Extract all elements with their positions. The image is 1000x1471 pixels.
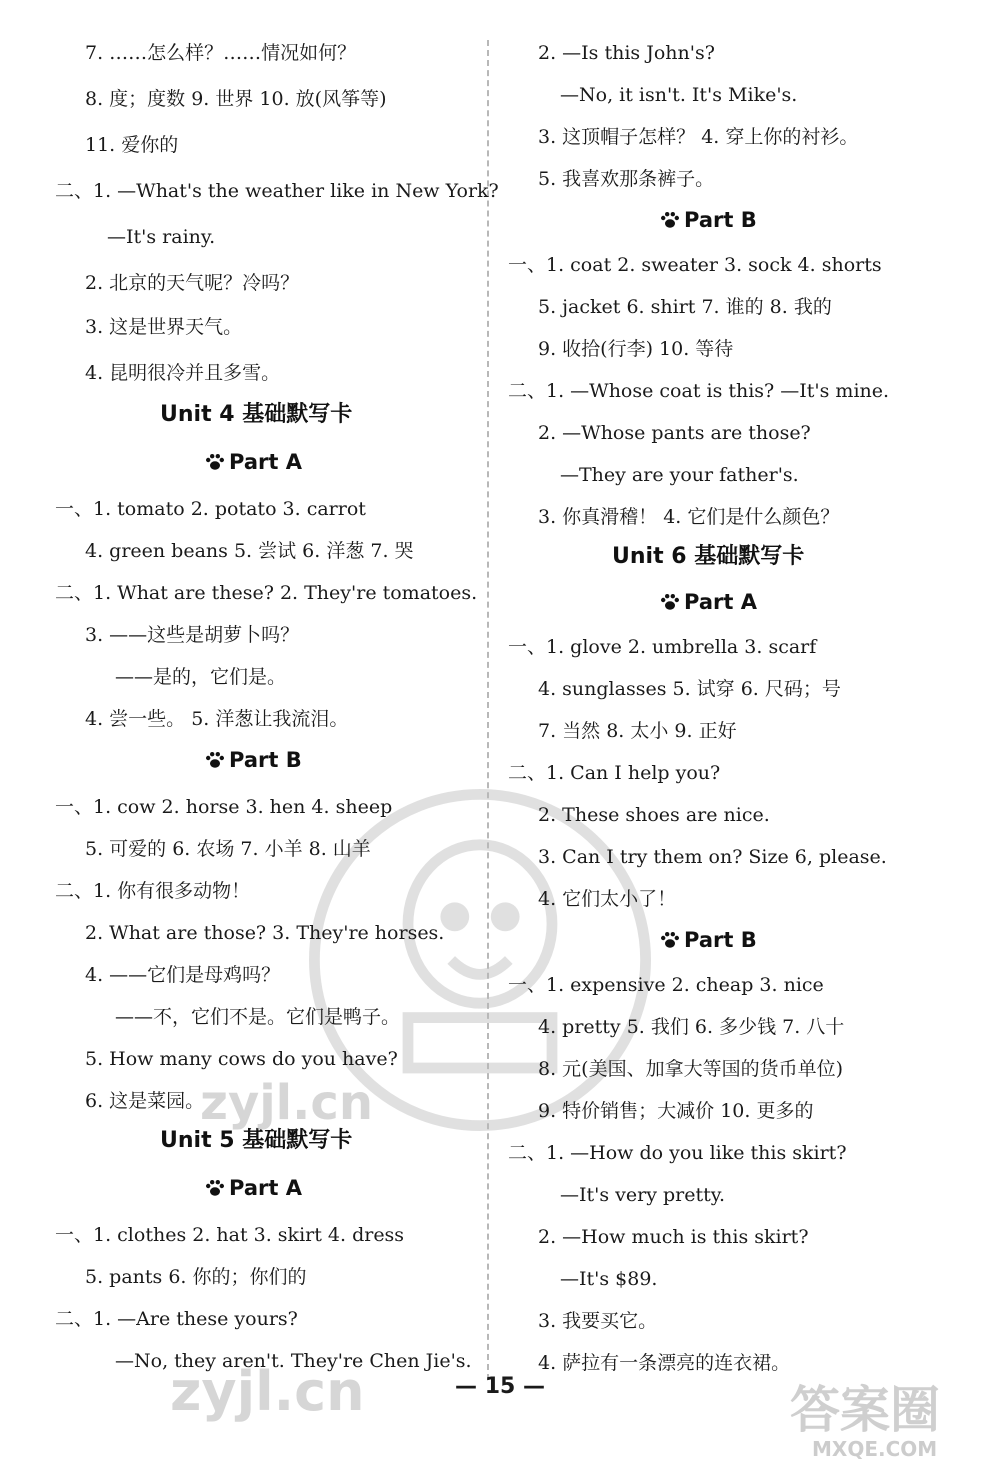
answer-line: 8. 度；度数 9. 世界 10. 放(风筝等) [85,88,387,110]
badge-watermark: 答案圈 [790,1381,940,1439]
answer-line: 2. What are those? 3. They're horses. [85,922,445,944]
answer-line: 2. These shoes are nice. [538,804,770,826]
answer-line: —No, it isn't. It's Mike's. [560,84,798,106]
part-label: Part B [684,928,757,952]
paw-icon [205,751,225,769]
answer-line: 一、1. cow 2. horse 3. hen 4. sheep [55,796,393,818]
answer-line: 二、1. —Whose coat is this? —It's mine. [508,380,890,402]
answer-line: 一、1. coat 2. sweater 3. sock 4. shorts [508,254,882,276]
part-label: Part A [229,1176,302,1200]
part-label: Part B [229,748,302,772]
answer-line: 二、1. —How do you like this skirt? [508,1142,847,1164]
part-label: Part A [229,450,302,474]
unit5-part-b-title [660,206,757,234]
answer-line: 二、1. —What's the weather like in New York? [55,180,499,202]
answer-line: 二、1. What are these? 2. They're tomatoes. [55,582,478,604]
paw-icon [205,1179,225,1197]
answer-line: 4. 尝一些。 5. 洋葱让我流泪。 [85,708,349,730]
answer-line: ——是的，它们是。 [115,666,287,688]
answer-line: 3. 这顶帽子怎样？ 4. 穿上你的衬衫。 [538,126,859,148]
unit5-title: Unit 5 基础默写卡 [160,1128,353,1153]
answer-line: 一、1. glove 2. umbrella 3. scarf [508,636,817,658]
answer-line: 4. sunglasses 5. 试穿 6. 尺码；号 [538,678,841,700]
paw-icon [205,453,225,471]
answer-line: 4. green beans 5. 尝试 6. 洋葱 7. 哭 [85,540,414,562]
unit5-part-a-title [205,1174,302,1202]
answer-line: 二、1. Can I help you? [508,762,721,784]
answer-line: 5. 我喜欢那条裤子。 [538,168,715,190]
page-number: — 15 — [455,1374,545,1399]
answer-line: —It's $89. [560,1268,658,1290]
part-label: Part A [684,590,757,614]
answer-line: 4. 萨拉有一条漂亮的连衣裙。 [538,1352,791,1374]
paw-icon [660,931,680,949]
answer-line: 5. jacket 6. shirt 7. 谁的 8. 我的 [538,296,832,318]
site-watermark: zyjl.cn [170,1360,365,1423]
unit4-part-b-title [205,746,302,774]
unit6-part-b-title [660,926,757,954]
answer-line: 3. Can I try them on? Size 6, please. [538,846,887,868]
answer-line: 3. ——这些是胡萝卜吗？ [85,624,300,646]
unit6-part-a-title [660,588,757,616]
answer-line: 3. 我要买它。 [538,1310,658,1332]
answer-line: 11. 爱你的 [85,134,179,156]
answer-line: —It's very pretty. [560,1184,725,1206]
answer-line: 二、1. —Are these yours? [55,1308,298,1330]
answer-line: 4. pretty 5. 我们 6. 多少钱 7. 八十 [538,1016,845,1038]
answer-line: 一、1. tomato 2. potato 3. carrot [55,498,366,520]
answer-line: 7. 当然 8. 太小 9. 正好 [538,720,737,742]
answer-line: 6. 这是菜园。 [85,1090,205,1112]
part-label: Part B [684,208,757,232]
answer-line: 二、1. 你有很多动物！ [55,880,251,902]
unit4-title: Unit 4 基础默写卡 [160,402,353,427]
answer-line: 3. 你真滑稽！ 4. 它们是什么颜色？ [538,506,840,528]
paw-icon [660,593,680,611]
answer-line: 9. 特价销售；大减价 10. 更多的 [538,1100,814,1122]
answer-line: 4. 昆明很冷并且多雪。 [85,362,281,384]
answer-line: 5. 可爱的 6. 农场 7. 小羊 8. 山羊 [85,838,371,860]
answer-line: —No, they aren't. They're Chen Jie's. [115,1350,472,1372]
answer-line: 2. 北京的天气呢？冷吗？ [85,272,300,294]
site-watermark: zyjl.cn [200,1075,373,1131]
answer-line: 5. pants 6. 你的；你们的 [85,1266,307,1288]
answer-line: 8. 元(美国、加拿大等国的货币单位) [538,1058,843,1080]
column-divider [487,40,489,1380]
unit4-part-a-title [205,448,302,476]
answer-line: —It's rainy. [107,226,216,248]
answer-line: 2. —Whose pants are those? [538,422,811,444]
answer-line: 2. —How much is this skirt? [538,1226,809,1248]
answer-line: 5. How many cows do you have? [85,1048,398,1070]
site-watermark: MXQE.COM [812,1437,938,1461]
answer-line: ——不，它们不是。它们是鸭子。 [115,1006,401,1028]
answer-line: 一、1. clothes 2. hat 3. skirt 4. dress [55,1224,405,1246]
unit6-title: Unit 6 基础默写卡 [612,544,805,569]
answer-line: 7. ……怎么样？……情况如何？ [85,42,357,64]
answer-line: 9. 收拾(行李) 10. 等待 [538,338,734,360]
answer-line: 3. 这是世界天气。 [85,316,243,338]
answer-line: 4. ——它们是母鸡吗？ [85,964,281,986]
answer-line: 一、1. expensive 2. cheap 3. nice [508,974,824,996]
answer-line: 4. 它们太小了！ [538,888,677,910]
answer-line: —They are your father's. [560,464,799,486]
answer-line: 2. —Is this John's? [538,42,715,64]
paw-icon [660,211,680,229]
